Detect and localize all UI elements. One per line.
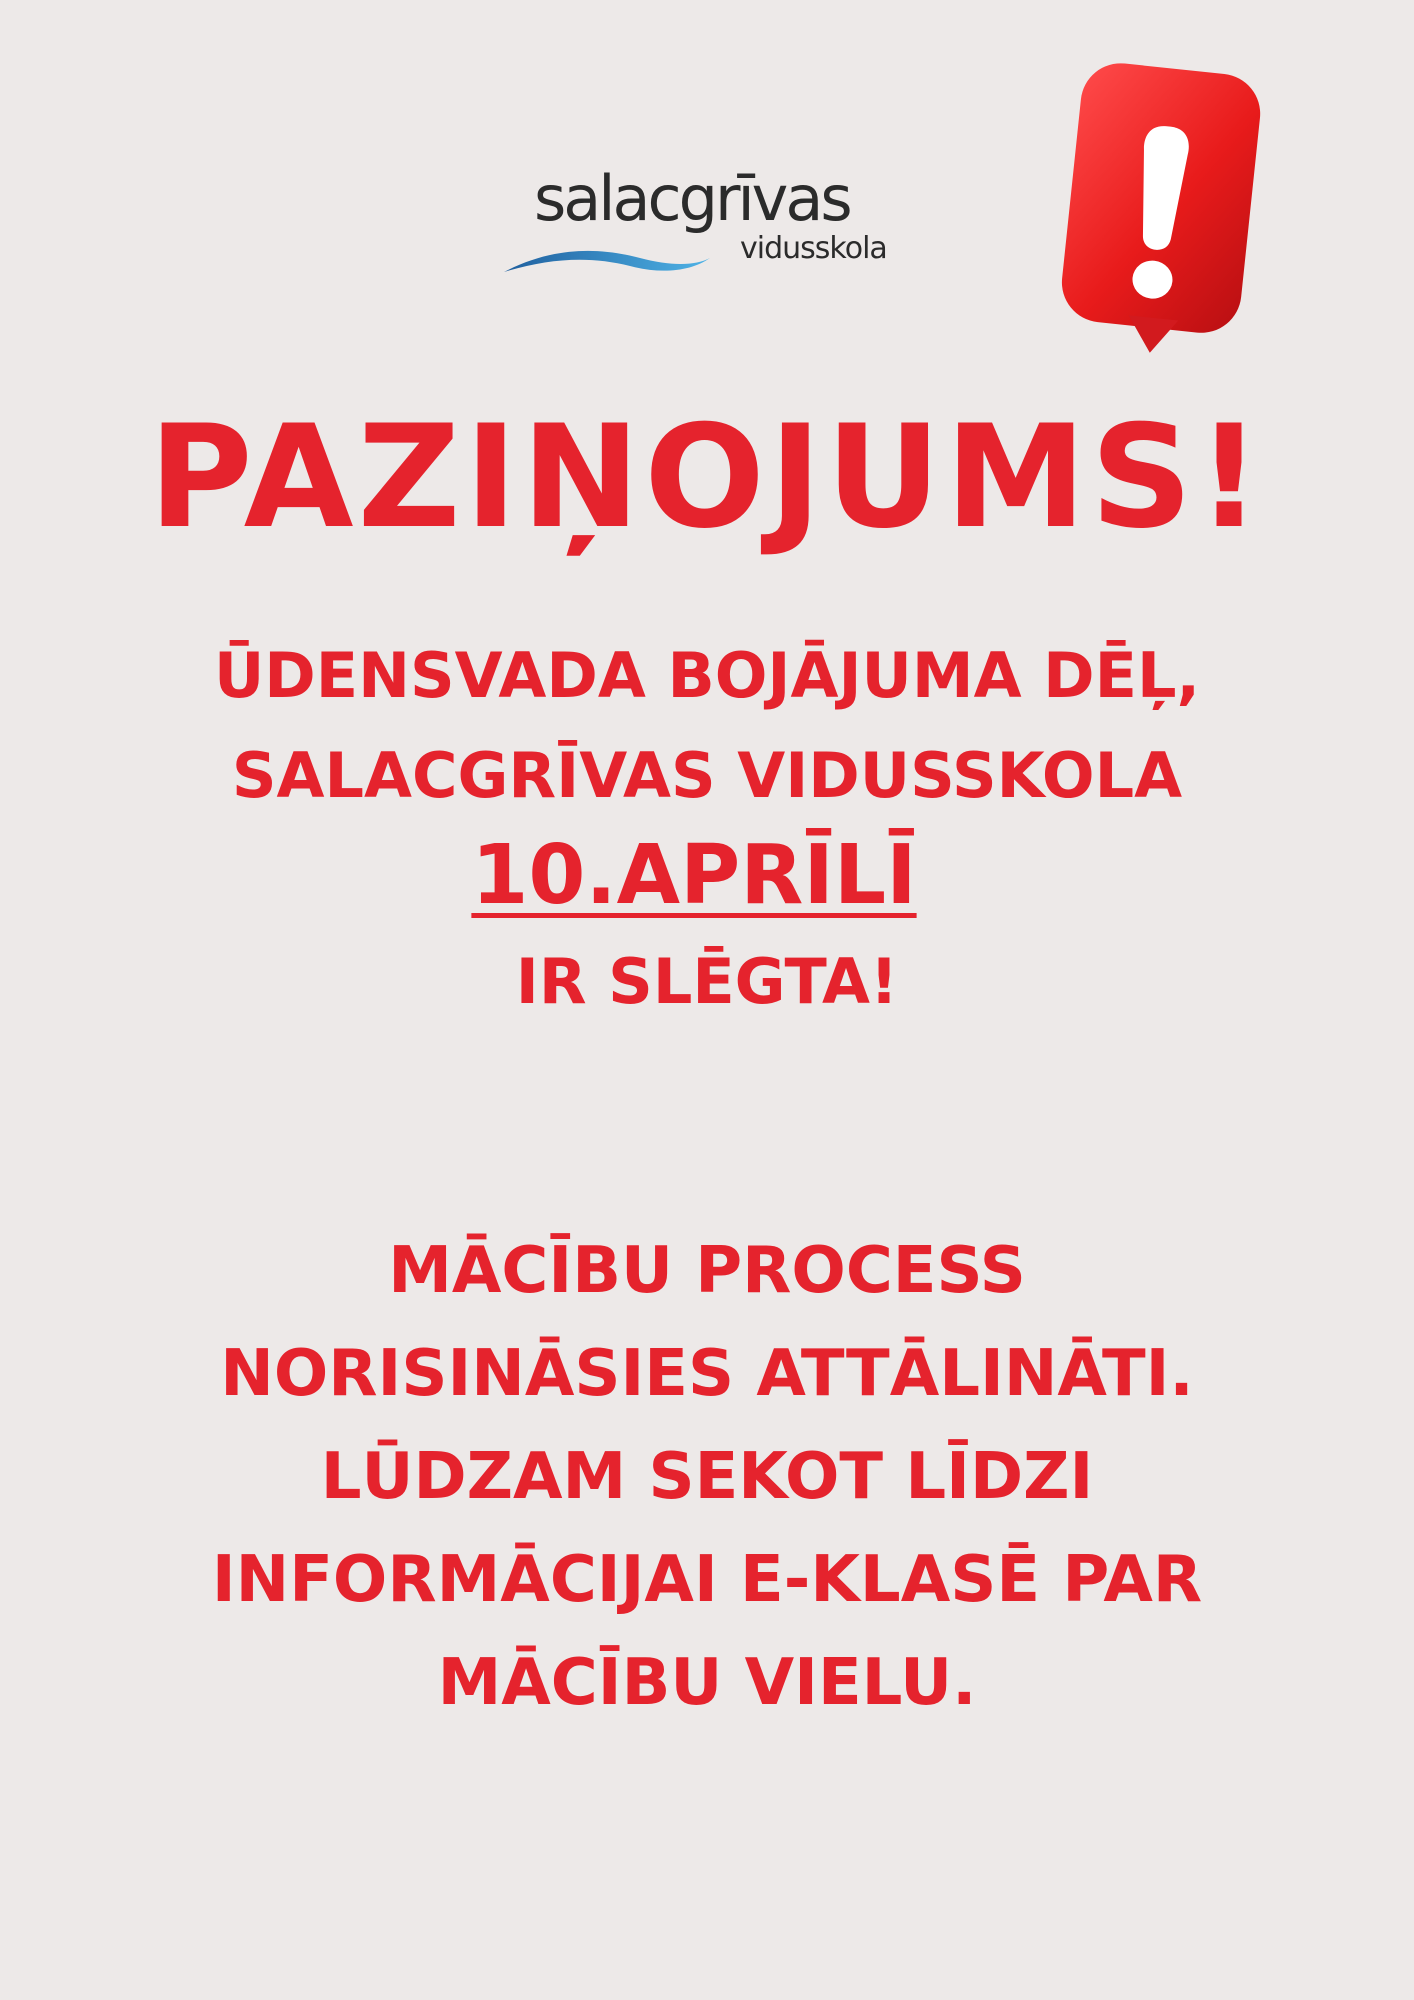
exclamation-alert-icon xyxy=(1040,48,1280,378)
wave-icon xyxy=(500,228,720,278)
notice-remote-learning-block xyxy=(0,1220,1414,1735)
notice-line: MĀCĪBU PROCESS xyxy=(388,1234,1026,1308)
logo-text-main: salacgrīvas xyxy=(534,162,850,235)
notice-line: MĀCĪBU VIELU. xyxy=(437,1646,977,1720)
notice-line: ŪDENSVADA BOJĀJUMA DĒĻ, xyxy=(213,639,1201,712)
notice-date: 10.APRĪLĪ xyxy=(471,828,917,923)
notice-line: INFORMĀCIJAI E-KLASĒ PAR xyxy=(211,1543,1203,1617)
notice-line: LŪDZAM SEKOT LĪDZI xyxy=(320,1440,1094,1514)
notice-line: SALACGRĪVAS VIDUSSKOLA xyxy=(231,739,1183,812)
notice-closed-text: IR SLĒGTA! xyxy=(515,945,899,1018)
notice-line: NORISINĀSIES ATTĀLINĀTI. xyxy=(220,1337,1194,1411)
school-logo xyxy=(500,162,940,278)
notice-closure-block xyxy=(0,626,1414,1032)
notice-heading: PAZIŅOJUMS! xyxy=(148,395,1266,560)
logo-text-sub: vidusskola xyxy=(740,231,887,266)
